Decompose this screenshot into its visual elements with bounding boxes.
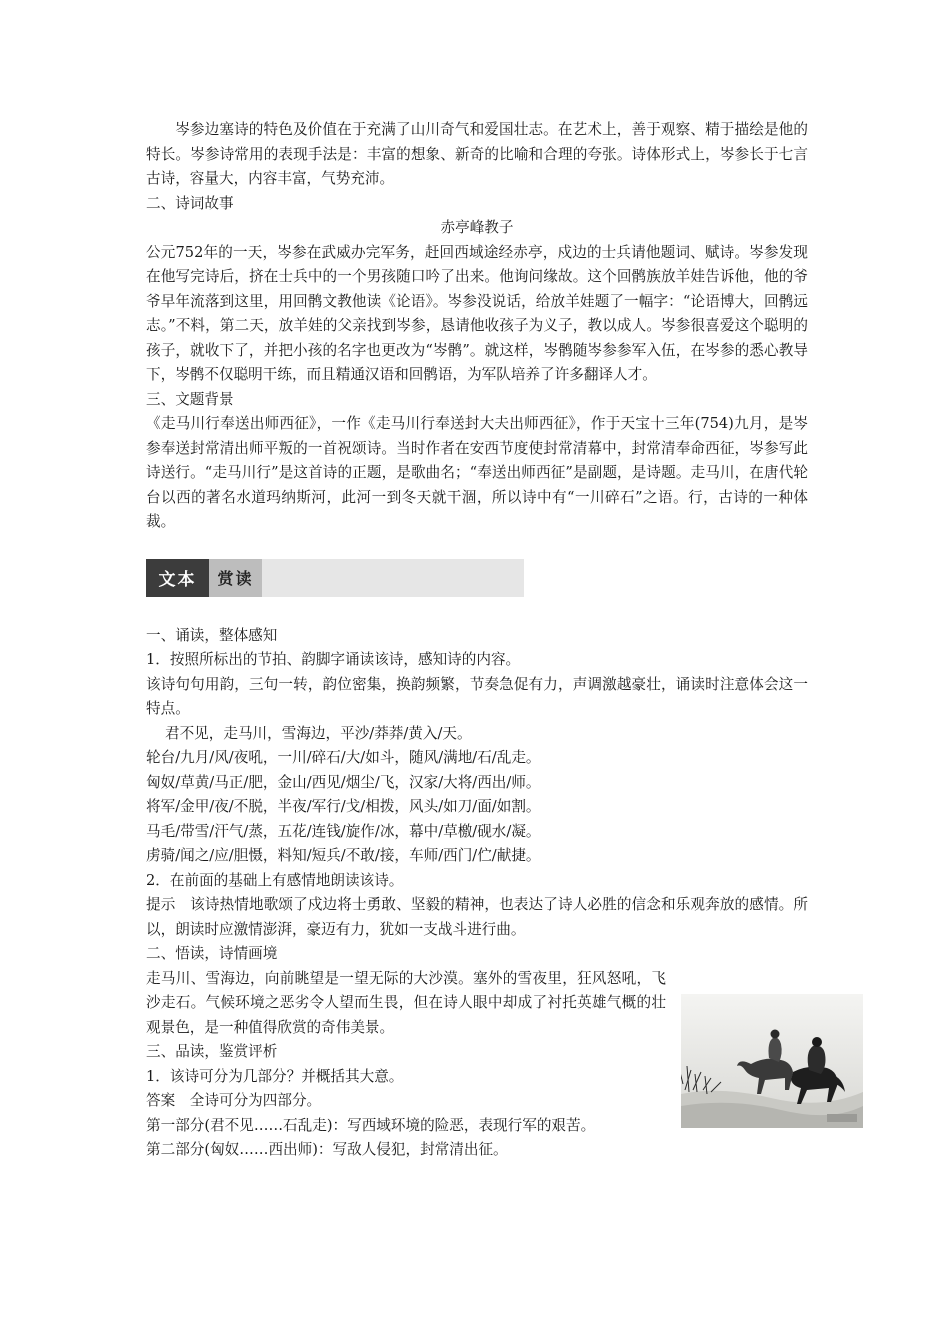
answer-part-1: 第一部分(君不见……石乱走)：写西域环境的险恶，表现行军的艰苦。 <box>146 1116 596 1134</box>
section-banner <box>146 559 524 597</box>
poem-line: 轮台/九月/风/夜吼，一川/碎石/大/如斗，随风/满地/石/乱走。 <box>146 749 541 766</box>
story-title: 赤亭峰教子 <box>440 219 514 236</box>
appreciation-heading: 三、品读，鉴赏评析 <box>146 1043 278 1060</box>
question-3-answer: 答案 全诗可分为四部分。 <box>146 1092 322 1109</box>
question-2-hint: 提示 该诗热情地歌颂了戍边将士勇敢、坚毅的精神，也表达了诗人必胜的信念和乐观奔放的感情。所以，朗读时应激情澎湃，豪迈有力，犹如一支战斗进行曲。 <box>146 896 808 938</box>
imagery-heading: 二、悟读，诗情画境 <box>146 945 278 962</box>
background-paragraph: 《走马川行奉送出师西征》，一作《走马川行奉送封大夫出师西征》，作于天宝十三年(754)九月，是岑参奉送封常清出师平叛的一首祝颂诗。当时作者在安西节度使封常清幕中，封常清奉命西征，岑参写此诗送行。“走马川行”是这首诗的正题，是歌曲名；“奉送出师西征”是副题，是诗题。走马川，在唐代轮台以西的著名水道玛纳斯河，此河一到冬天就干涸，所以诗中有“一川碎石”之语。行，古诗的一种体裁。 <box>146 415 808 530</box>
document-page <box>146 118 808 1163</box>
story-paragraph: 公元752年的一天，岑参在武威办完军务，赶回西域途经赤亭，戍边的士兵请他题词、赋诗。岑参发现在他写完诗后，挤在士兵中的一个男孩随口吟了出来。他询问缘故。这个回鹘族放羊娃告诉他，他的爷爷早年流落到这里，用回鹘文教他读《论语》。岑参没说话，给放羊娃题了一幅字：“论语博大，回鹘远志。”不料，第二天，放羊娃的父亲找到岑参，恳请他收孩子为义子，教以成人。岑参很喜爱这个聪明的孩子，就收下了，并把小孩的名字也更改为“岑鹘”。就这样，岑鹘随岑参参军入伍，在岑参的悉心教导下，岑鹘不仅聪明干练，而且精通汉语和回鹘语，为军队培养了许多翻译人才。 <box>146 243 808 383</box>
poem-line: 君不见，走马川，雪海边，平沙/莽莽/黄入/天。 <box>164 724 472 742</box>
question-2: 2．在前面的基础上有感情地朗读该诗。 <box>146 871 404 889</box>
horsemen-ink-painting-icon <box>681 994 863 1128</box>
question-1: 1．按照所标出的节拍、韵脚字诵读该诗，感知诗的内容。 <box>146 651 521 668</box>
poem-block <box>146 722 808 869</box>
reading-heading: 一、诵读，整体感知 <box>146 626 278 644</box>
answer-part-2: 第二部分(匈奴……西出师)：写敌人侵犯，封常清出征。 <box>146 1141 508 1158</box>
poem-line: 将军/金甲/夜/不脱，半夜/军行/戈/相拨，风头/如刀/面/如割。 <box>146 798 541 815</box>
imagery-paragraph: 走马川、雪海边，向前眺望是一望无际的大沙漠。塞外的雪夜里，狂风怒吼，飞沙走石。气候环境之恶劣令人望而生畏，但在诗人眼中却成了衬托英雄气概的壮观景色，是一种值得欣赏的奇伟美景。 <box>146 969 666 1036</box>
poem-line: 匈奴/草黄/马正/肥，金山/西见/烟尘/飞，汉家/大将/西出/师。 <box>146 773 541 791</box>
banner-label-right: 赏读 <box>209 559 262 597</box>
section-heading-background: 三、文题背景 <box>146 390 234 408</box>
banner-label-left: 文本 <box>146 559 209 597</box>
section-heading-story: 二、诗词故事 <box>146 194 234 212</box>
poem-line: 虏骑/闻之/应/胆慑，料知/短兵/不敢/接，车师/西门/伫/献捷。 <box>146 847 541 864</box>
question-1-answer: 该诗句句用韵，三句一转，韵位密集，换韵频繁，节奏急促有力，声调激越豪壮，诵读时注意体会这一特点。 <box>146 675 808 717</box>
question-3: 1．该诗可分为几部分？并概括其大意。 <box>146 1067 404 1085</box>
poem-line: 马毛/带雪/汗气/蒸，五花/连钱/旋作/冰，幕中/草檄/砚水/凝。 <box>146 822 541 840</box>
intro-paragraph: 岑参边塞诗的特色及价值在于充满了山川奇气和爱国壮志。在艺术上，善于观察、精于描绘是他的特长。岑参诗常用的表现手法是：丰富的想象、新奇的比喻和合理的夸张。诗体形式上，岑参长于七言古诗，容量大，内容丰富，气势充沛。 <box>146 121 808 187</box>
